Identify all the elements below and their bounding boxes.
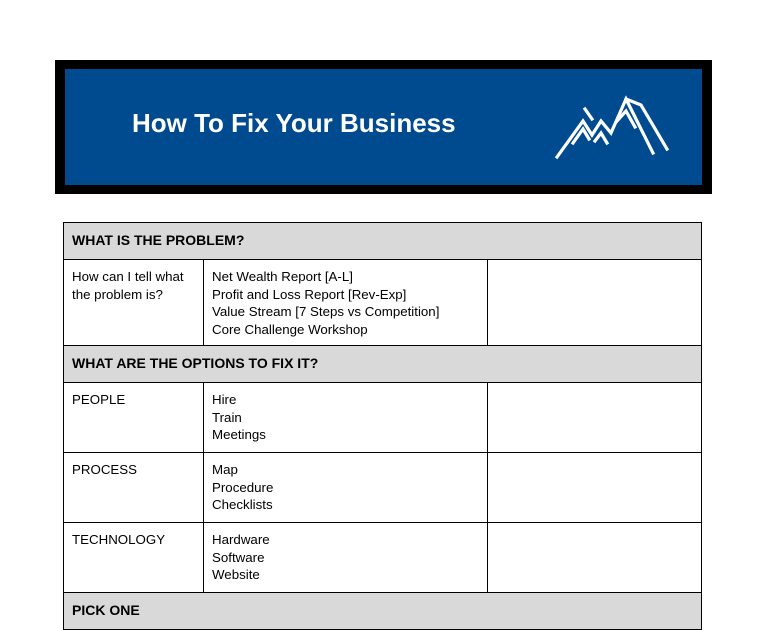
answer-item: Core Challenge Workshop bbox=[212, 321, 368, 337]
option-item: Map bbox=[212, 462, 238, 477]
option-item: Procedure bbox=[212, 479, 274, 495]
option-item: Hire bbox=[212, 392, 237, 407]
table-row bbox=[64, 383, 702, 453]
answer-item: Value Stream [7 Steps vs Competition] bbox=[212, 304, 440, 319]
option-item: Checklists bbox=[212, 497, 273, 512]
notes-cell bbox=[488, 383, 702, 453]
section-header-options bbox=[64, 346, 702, 383]
mountain-peaks-icon bbox=[555, 91, 677, 165]
option-label: PROCESS bbox=[64, 453, 204, 523]
question-cell bbox=[64, 260, 204, 346]
question-text: How can I tell what the problem is? bbox=[72, 269, 184, 302]
page-title: How To Fix Your Business bbox=[132, 108, 456, 138]
header-banner bbox=[55, 60, 712, 194]
table-row bbox=[64, 453, 702, 523]
table-row bbox=[64, 260, 702, 346]
notes-cell bbox=[488, 523, 702, 593]
section-header-problem bbox=[64, 223, 702, 260]
option-item: Hardware bbox=[212, 532, 270, 547]
section-header-label: WHAT ARE THE OPTIONS TO FIX IT? bbox=[64, 346, 702, 383]
option-item: Website bbox=[212, 567, 260, 582]
answer-item: Profit and Loss Report [Rev-Exp] bbox=[212, 286, 407, 302]
header-banner-panel bbox=[65, 69, 702, 185]
option-items-cell bbox=[204, 453, 488, 523]
option-items-cell bbox=[204, 523, 488, 593]
notes-cell bbox=[488, 260, 702, 346]
option-label: PEOPLE bbox=[64, 383, 204, 453]
answer-item: Net Wealth Report [A-L] bbox=[212, 269, 353, 284]
option-items-cell bbox=[204, 383, 488, 453]
option-item: Software bbox=[212, 549, 265, 565]
answers-cell bbox=[204, 260, 488, 346]
notes-cell bbox=[488, 453, 702, 523]
option-item: Train bbox=[212, 409, 242, 425]
fix-business-table bbox=[63, 222, 702, 630]
option-label: TECHNOLOGY bbox=[64, 523, 204, 593]
section-header-label: PICK ONE bbox=[64, 593, 702, 630]
section-header-label: WHAT IS THE PROBLEM? bbox=[64, 223, 702, 260]
section-header-pick bbox=[64, 593, 702, 630]
table-row bbox=[64, 523, 702, 593]
option-item: Meetings bbox=[212, 427, 266, 442]
